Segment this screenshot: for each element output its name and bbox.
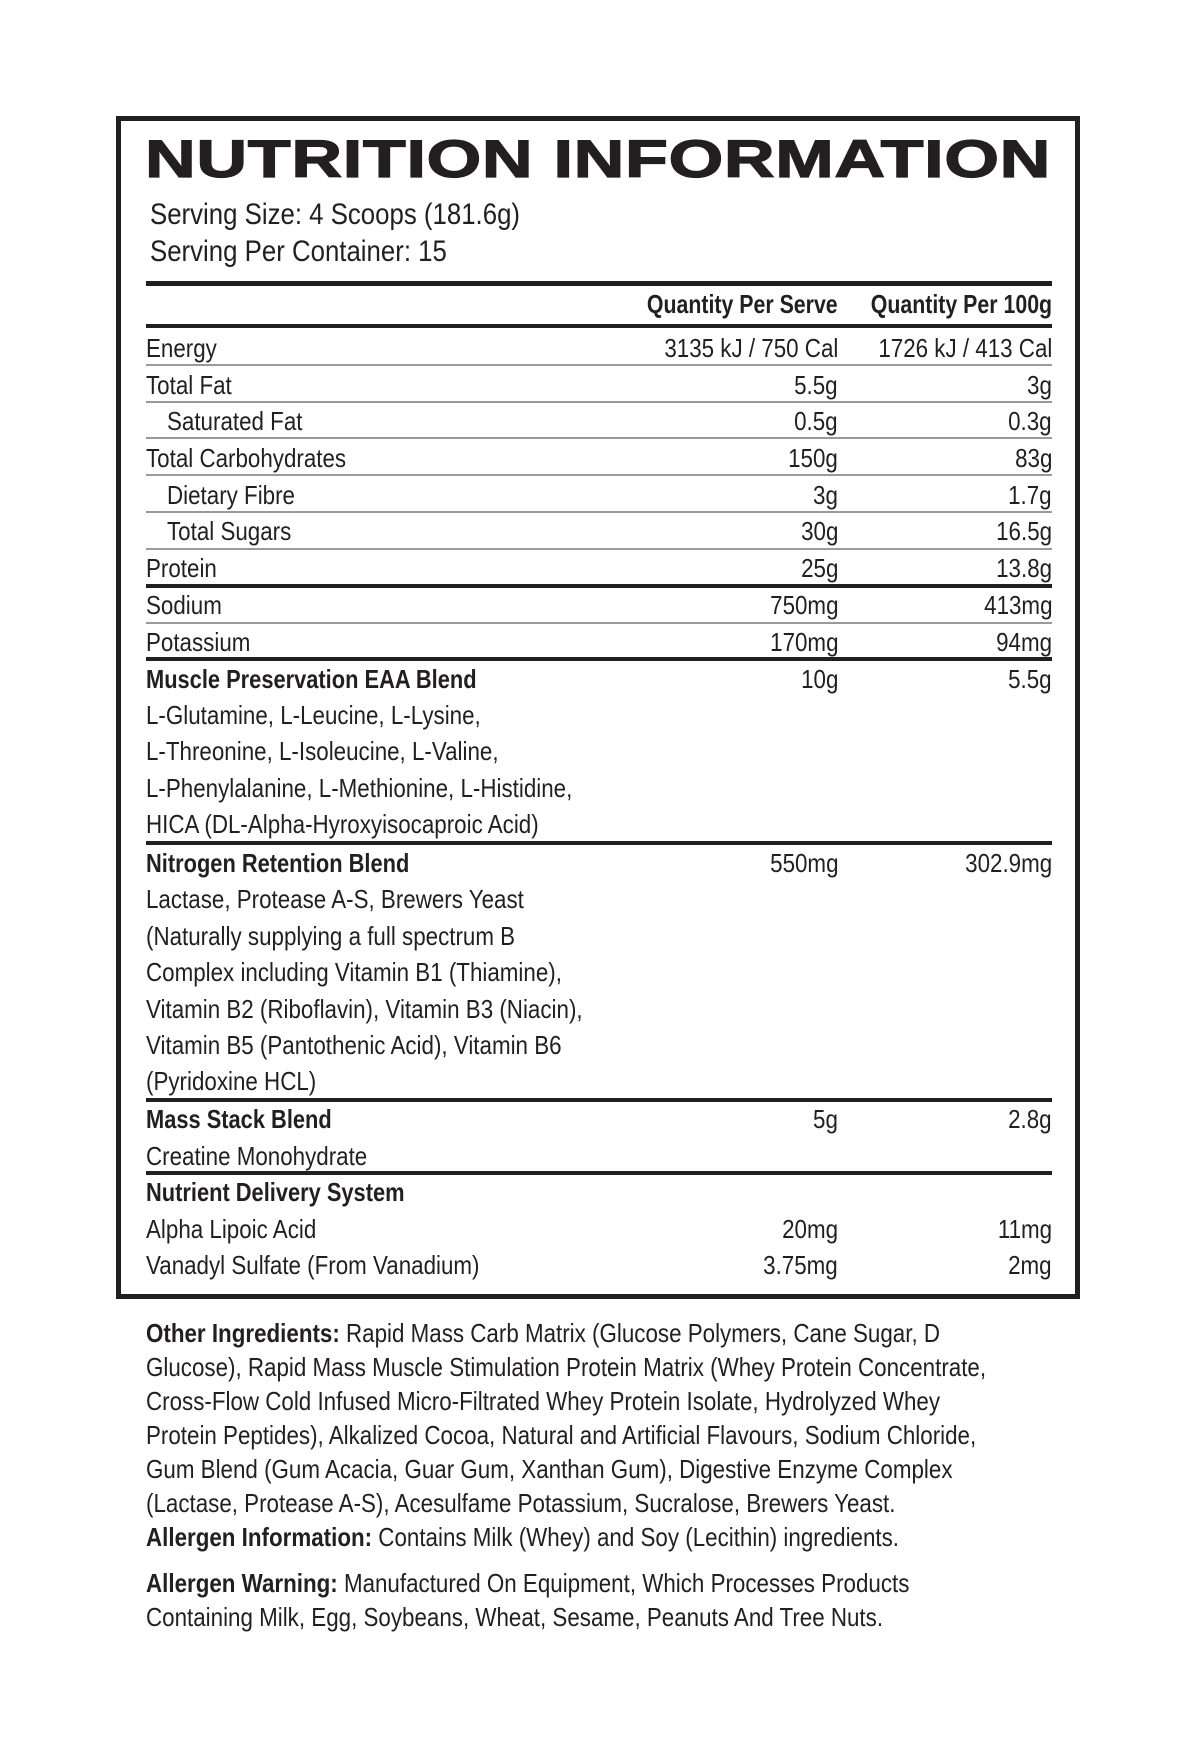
nutrient-per-100g: 1726 kJ / 413 Cal — [877, 333, 1052, 363]
ingredient-text: L-Phenylalanine, L-Methionine, L-Histidine, — [146, 773, 573, 803]
nutrient-per-serve: 25g — [800, 553, 838, 583]
ingredients-line: Cross-Flow Cold Infused Micro-Filtrated Whey Protein Isolate, Hydrolyzed Whey — [146, 1386, 941, 1416]
ingredient-text: Vitamin B5 (Pantothenic Acid), Vitamin B6 — [146, 1030, 562, 1060]
blend-per-serve: 550mg — [769, 848, 838, 878]
blend-ingredients-line — [146, 733, 1052, 769]
blend-ingredients-line — [146, 1138, 1052, 1174]
nutrient-per-serve: 3135 kJ / 750 Cal — [663, 333, 838, 363]
blend-row-mass-stack — [146, 1101, 1052, 1137]
nutrient-row-sodium — [146, 587, 1052, 623]
divider-thin — [146, 364, 1052, 366]
serving-size: Serving Size: 4 Scoops (181.6g) — [150, 198, 521, 231]
allergen-information-text: Contains Milk (Whey) and Soy (Lecithin) ingredients. — [372, 1522, 900, 1552]
blend-per-serve: 10g — [800, 664, 838, 694]
ingredients-line: Glucose), Rapid Mass Muscle Stimulation Protein Matrix (Whey Protein Concentrate, — [146, 1352, 987, 1382]
ingredients-line: (Lactase, Protease A-S), Acesulfame Potassium, Sucralose, Brewers Yeast. — [146, 1488, 896, 1518]
nutrient-name: Total Fat — [146, 370, 232, 400]
blend-name: Muscle Preservation EAA Blend — [146, 664, 477, 694]
divider-thick — [146, 324, 1052, 328]
ingredients-text: Rapid Mass Carb Matrix (Glucose Polymers, Cane Sugar, D — [339, 1318, 941, 1348]
ingredient-text: (Naturally supplying a full spectrum B — [146, 921, 516, 951]
blend-row-nitrogen-retention — [146, 845, 1052, 881]
allergen-warning — [146, 1566, 1006, 1634]
nutrient-per-100g: 1.7g — [1008, 480, 1052, 510]
nutrient-row-total-carbohydrates — [146, 440, 1052, 476]
nutrient-per-serve: 750mg — [769, 590, 838, 620]
nutrient-per-100g: 13.8g — [996, 553, 1052, 583]
panel-title — [145, 132, 1051, 188]
column-header-row — [146, 286, 1052, 322]
ingredients-line: Protein Peptides), Alkalized Cocoa, Natural and Artificial Flavours, Sodium Chloride, — [146, 1420, 977, 1450]
nutrient-per-serve: 150g — [788, 443, 838, 473]
nutrient-per-100g: 11mg — [997, 1214, 1052, 1244]
nutrient-per-100g: 3g — [1027, 370, 1052, 400]
nutrient-name: Total Carbohydrates — [146, 443, 347, 473]
nutrient-per-serve: 5.5g — [794, 370, 838, 400]
nutrient-per-serve: 20mg — [782, 1214, 838, 1244]
ingredient-text: L-Glutamine, L-Leucine, L-Lysine, — [146, 700, 481, 730]
ingredient-text: Complex including Vitamin B1 (Thiamine), — [146, 957, 562, 987]
nutrient-per-100g: 2mg — [1008, 1250, 1052, 1280]
nutrient-row-potassium — [146, 624, 1052, 660]
allergen-information-line — [146, 1520, 1006, 1554]
nutrient-per-100g: 413mg — [983, 590, 1052, 620]
allergen-information-heading: Allergen Information: — [146, 1522, 373, 1552]
nutrient-per-serve: 170mg — [769, 627, 838, 657]
ingredient-text: HICA (DL-Alpha-Hyroxyisocaproic Acid) — [146, 809, 539, 839]
nutrient-per-serve: 0.5g — [794, 406, 838, 436]
ingredient-text: Lactase, Protease A-S, Brewers Yeast — [146, 884, 524, 914]
allergen-warning-line: Containing Milk, Egg, Soybeans, Wheat, Sesame, Peanuts And Tree Nuts. — [146, 1602, 884, 1632]
ingredients-line — [146, 1316, 1006, 1350]
nutrient-name: Saturated Fat — [167, 406, 303, 436]
nutrient-per-100g: 94mg — [996, 627, 1052, 657]
allergen-warning-heading: Allergen Warning: — [146, 1568, 338, 1598]
blend-ingredients-line — [146, 918, 1052, 954]
nutrient-per-100g: 83g — [1014, 443, 1052, 473]
nutrient-row-total-sugars — [146, 513, 1052, 549]
blend-row-muscle-preservation — [146, 661, 1052, 697]
nutrient-per-serve: 3g — [813, 480, 838, 510]
nutrient-row-saturated-fat — [146, 403, 1052, 439]
blend-ingredients-line — [146, 770, 1052, 806]
nutrient-name: Dietary Fibre — [167, 480, 295, 510]
column-header-per-serve: Quantity Per Serve — [647, 289, 838, 319]
blend-per-100g: 302.9mg — [964, 848, 1052, 878]
blend-name: Nitrogen Retention Blend — [146, 848, 410, 878]
nutrient-name: Energy — [146, 333, 217, 363]
blend-per-100g: 5.5g — [1008, 664, 1052, 694]
nutrient-name: Alpha Lipoic Acid — [146, 1214, 317, 1244]
nutrient-name: Sodium — [146, 590, 222, 620]
nutrient-row-alpha-lipoic-acid — [146, 1211, 1052, 1247]
ingredient-text: Vitamin B2 (Riboflavin), Vitamin B3 (Niacin), — [146, 994, 583, 1024]
blend-ingredients-line — [146, 991, 1052, 1027]
divider-thin — [146, 437, 1052, 439]
nutrient-name: Vanadyl Sulfate (From Vanadium) — [146, 1250, 480, 1280]
nutrient-row-energy — [146, 330, 1052, 366]
column-header-per-100g: Quantity Per 100g — [870, 289, 1052, 319]
other-ingredients-heading: Other Ingredients: — [146, 1318, 340, 1348]
divider-thin — [146, 474, 1052, 476]
nutrient-name: Protein — [146, 553, 217, 583]
ingredient-text: L-Threonine, L-Isoleucine, L-Valine, — [146, 736, 499, 766]
blend-ingredients-line — [146, 1027, 1052, 1063]
ingredients-line: Gum Blend (Gum Acacia, Guar Gum, Xanthan Gum), Digestive Enzyme Complex — [146, 1454, 953, 1484]
servings-per-container: Serving Per Container: 15 — [150, 235, 447, 268]
blend-name: Mass Stack Blend — [146, 1104, 332, 1134]
nutrient-row-protein — [146, 550, 1052, 586]
blend-per-serve: 5g — [813, 1104, 838, 1134]
blend-ingredients-line — [146, 697, 1052, 733]
nutrient-name: Total Sugars — [167, 516, 292, 546]
ingredient-text: (Pyridoxine HCL) — [146, 1066, 317, 1096]
nutrient-row-total-fat — [146, 367, 1052, 403]
blend-ingredients-line — [146, 1063, 1052, 1099]
blend-ingredients-line — [146, 881, 1052, 917]
blend-ingredients-line — [146, 954, 1052, 990]
nutrient-per-100g: 0.3g — [1008, 406, 1052, 436]
blend-name: Nutrient Delivery System — [146, 1177, 405, 1207]
nutrient-row-dietary-fibre — [146, 477, 1052, 513]
blend-row-nutrient-delivery — [146, 1174, 1052, 1210]
title-text: NUTRITION INFORMATION — [145, 130, 1051, 189]
nutrient-name: Potassium — [146, 627, 251, 657]
blend-ingredients-line — [146, 806, 1052, 842]
nutrient-per-100g: 16.5g — [996, 516, 1052, 546]
nutrient-per-serve: 3.75mg — [763, 1250, 838, 1280]
blend-per-100g: 2.8g — [1008, 1104, 1052, 1134]
ingredient-text: Creatine Monohydrate — [146, 1141, 368, 1171]
allergen-information — [146, 1520, 1006, 1554]
other-ingredients — [146, 1316, 1006, 1520]
allergen-warning-text: Manufactured On Equipment, Which Processes Products — [337, 1568, 910, 1598]
allergen-warning-line — [146, 1566, 1006, 1600]
nutrient-per-serve: 30g — [800, 516, 838, 546]
nutrient-row-vanadyl-sulfate — [146, 1247, 1052, 1283]
